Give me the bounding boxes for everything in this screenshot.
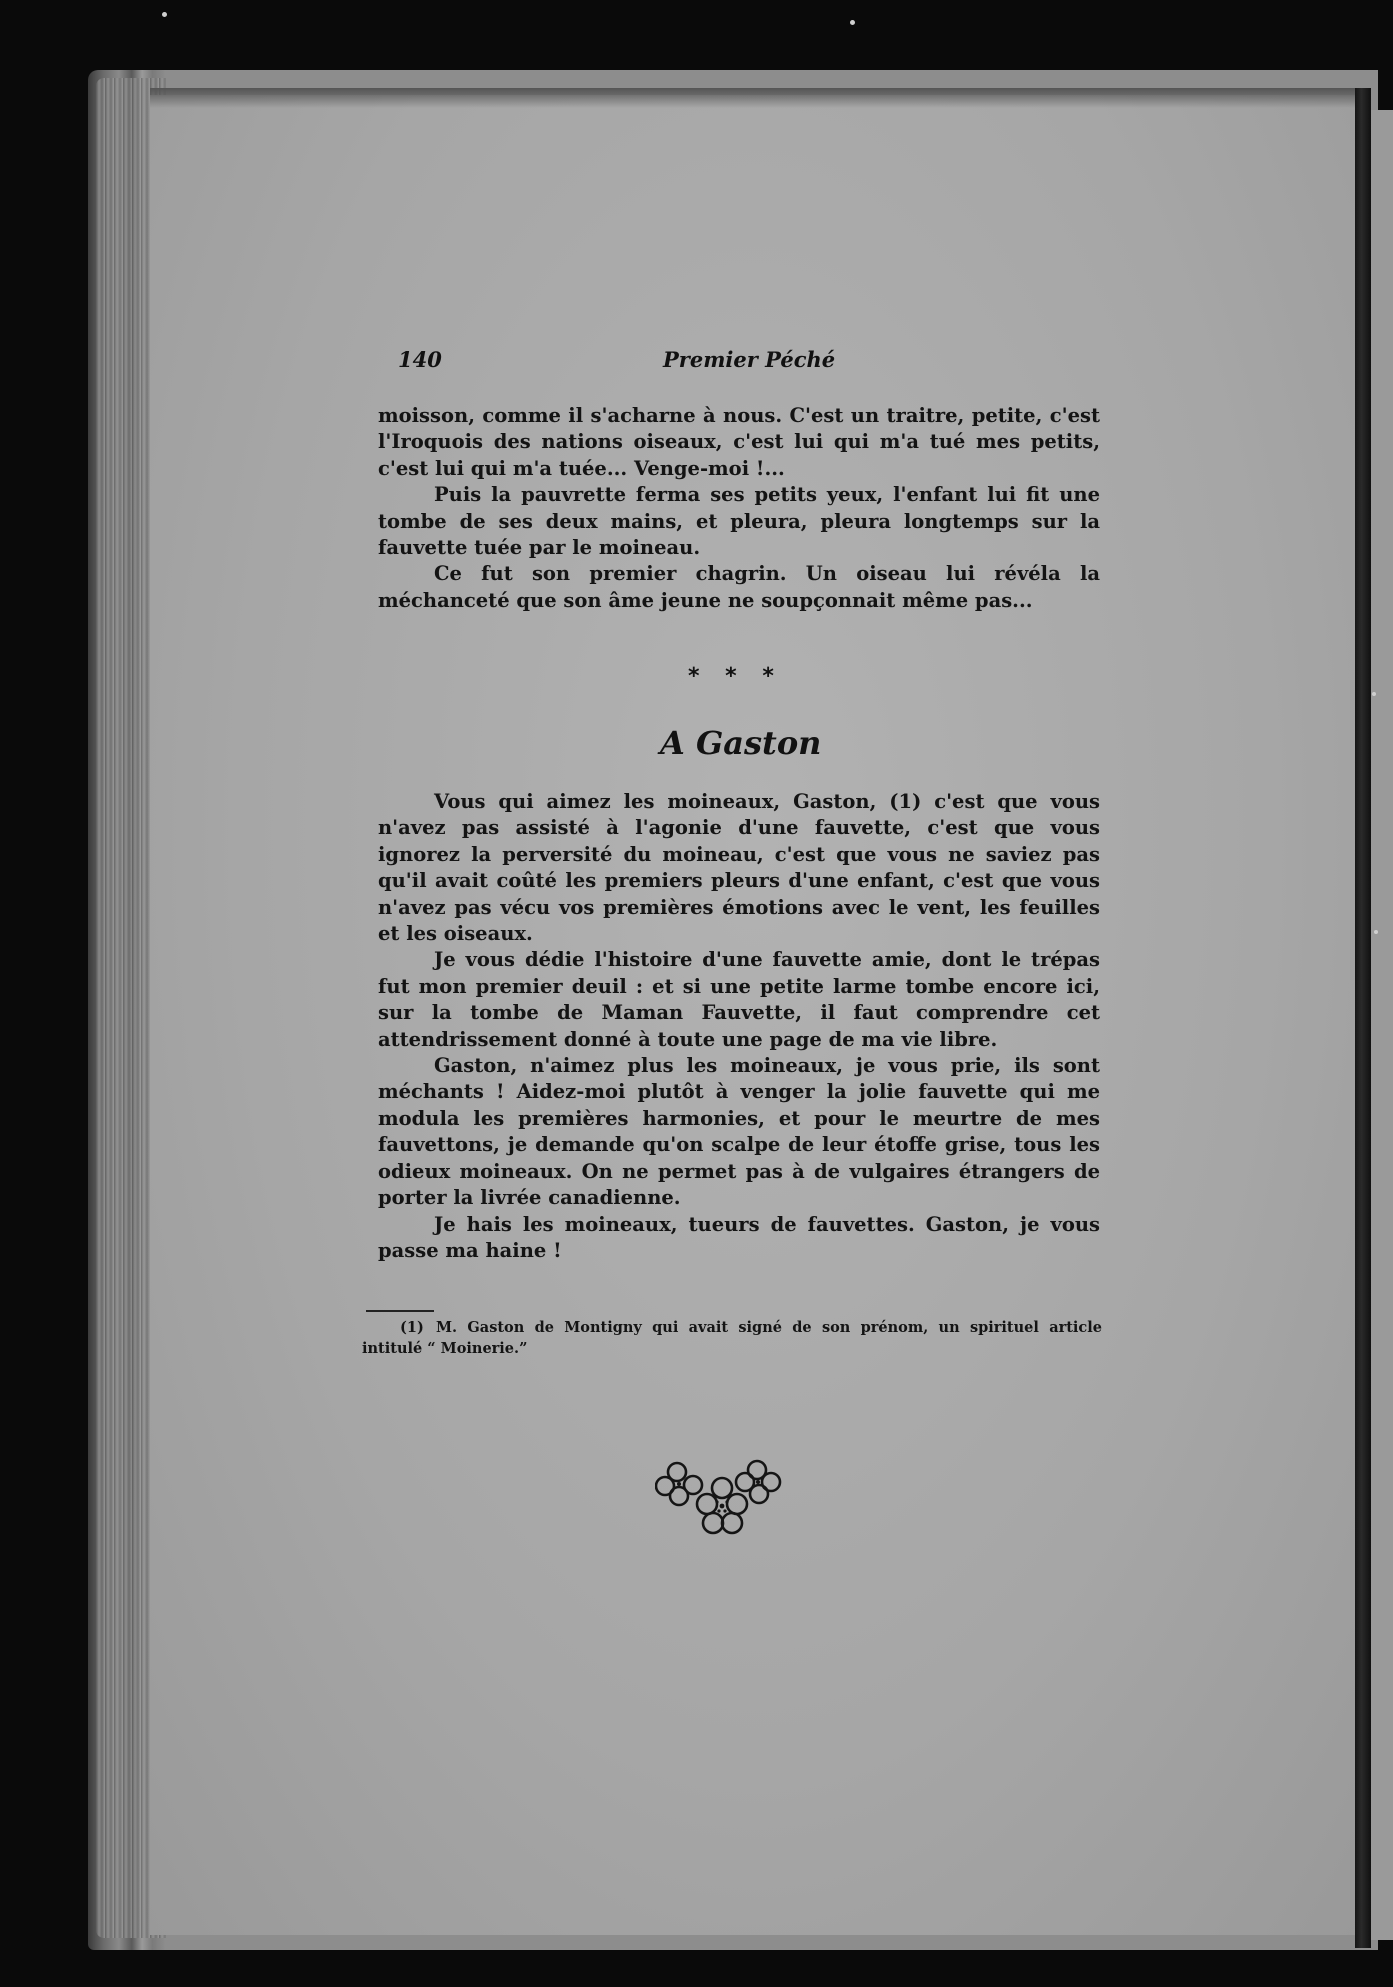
paragraph: Ce fut son premier chagrin. Un oiseau lui révéla la méchanceté que son âme jeune ne soupçonnait même pas... <box>378 562 1100 612</box>
footnote-marker: (1) <box>400 1319 424 1336</box>
footnote <box>362 1317 1102 1359</box>
page-header <box>398 347 1098 377</box>
flower-cluster-ornament-icon <box>655 1458 790 1548</box>
paragraph: Je hais les moineaux, tueurs de fauvettes. Gaston, je vous passe ma haine ! <box>378 1212 1100 1262</box>
intro-text <box>378 403 1100 614</box>
footnote-rule <box>366 1310 434 1312</box>
paragraph: moisson, comme il s'acharne à nous. C'est un traitre, petite, c'est l'Iroquois des nations oiseaux, c'est lui qui m'a tué mes petits, c'est lui qui m'a tuée... Venge-moi !... <box>378 404 1100 480</box>
top-shadow <box>150 88 1360 108</box>
dust-speck <box>162 12 167 17</box>
book-gutter <box>1355 88 1371 1948</box>
dust-speck <box>1372 692 1376 696</box>
running-title: Premier Péché <box>663 347 836 372</box>
paragraph: Puis la pauvrette ferma ses petits yeux, l'enfant lui fit une tombe de ses deux mains, et pleura, pleura longtemps sur la fauvette tuée par le moineau. <box>378 483 1100 560</box>
page-number: 140 <box>398 347 442 372</box>
dust-speck <box>850 20 855 25</box>
paragraph: Vous qui aimez les moineaux, Gaston, (1) c'est que vous n'avez pas assisté à l'agonie d'une fauvette, c'est que vous ignorez la perversité du moineau, c'est que vous ne saviez pas qu'il avait coûté les premiers pleurs d'une enfant, c'est que vous n'avez pas vécu vos premières émotions avec le vent, les feuilles et les oiseaux. <box>378 790 1100 946</box>
section-text <box>378 789 1100 1264</box>
facing-page-edge <box>1371 110 1393 1940</box>
section-title: A Gaston <box>660 724 822 762</box>
dust-speck <box>1374 930 1378 934</box>
paragraph: Gaston, n'aimez plus les moineaux, je vous prie, ils sont méchants ! Aidez-moi plutôt à venger la jolie fauvette qui me modula les premières harmonies, et pour le meurtre de mes fauvettons, je demande qu'on scalpe de leur étoffe grise, tous les odieux moineaux. On ne permet pas à de vulgaires étrangers de porter la livrée canadienne. <box>378 1054 1100 1210</box>
section-separator: * * * <box>688 664 774 689</box>
paragraph: Je vous dédie l'histoire d'une fauvette amie, dont le trépas fut mon premier deuil : et si une petite larme tombe encore ici, sur la tombe de Maman Fauvette, il faut comprendre cet attendrissement donné à toute une page de ma vie libre. <box>378 948 1100 1051</box>
footnote-text: M. Gaston de Montigny qui avait signé de son prénom, un spirituel article intitulé “ Moinerie.” <box>362 1319 1102 1357</box>
